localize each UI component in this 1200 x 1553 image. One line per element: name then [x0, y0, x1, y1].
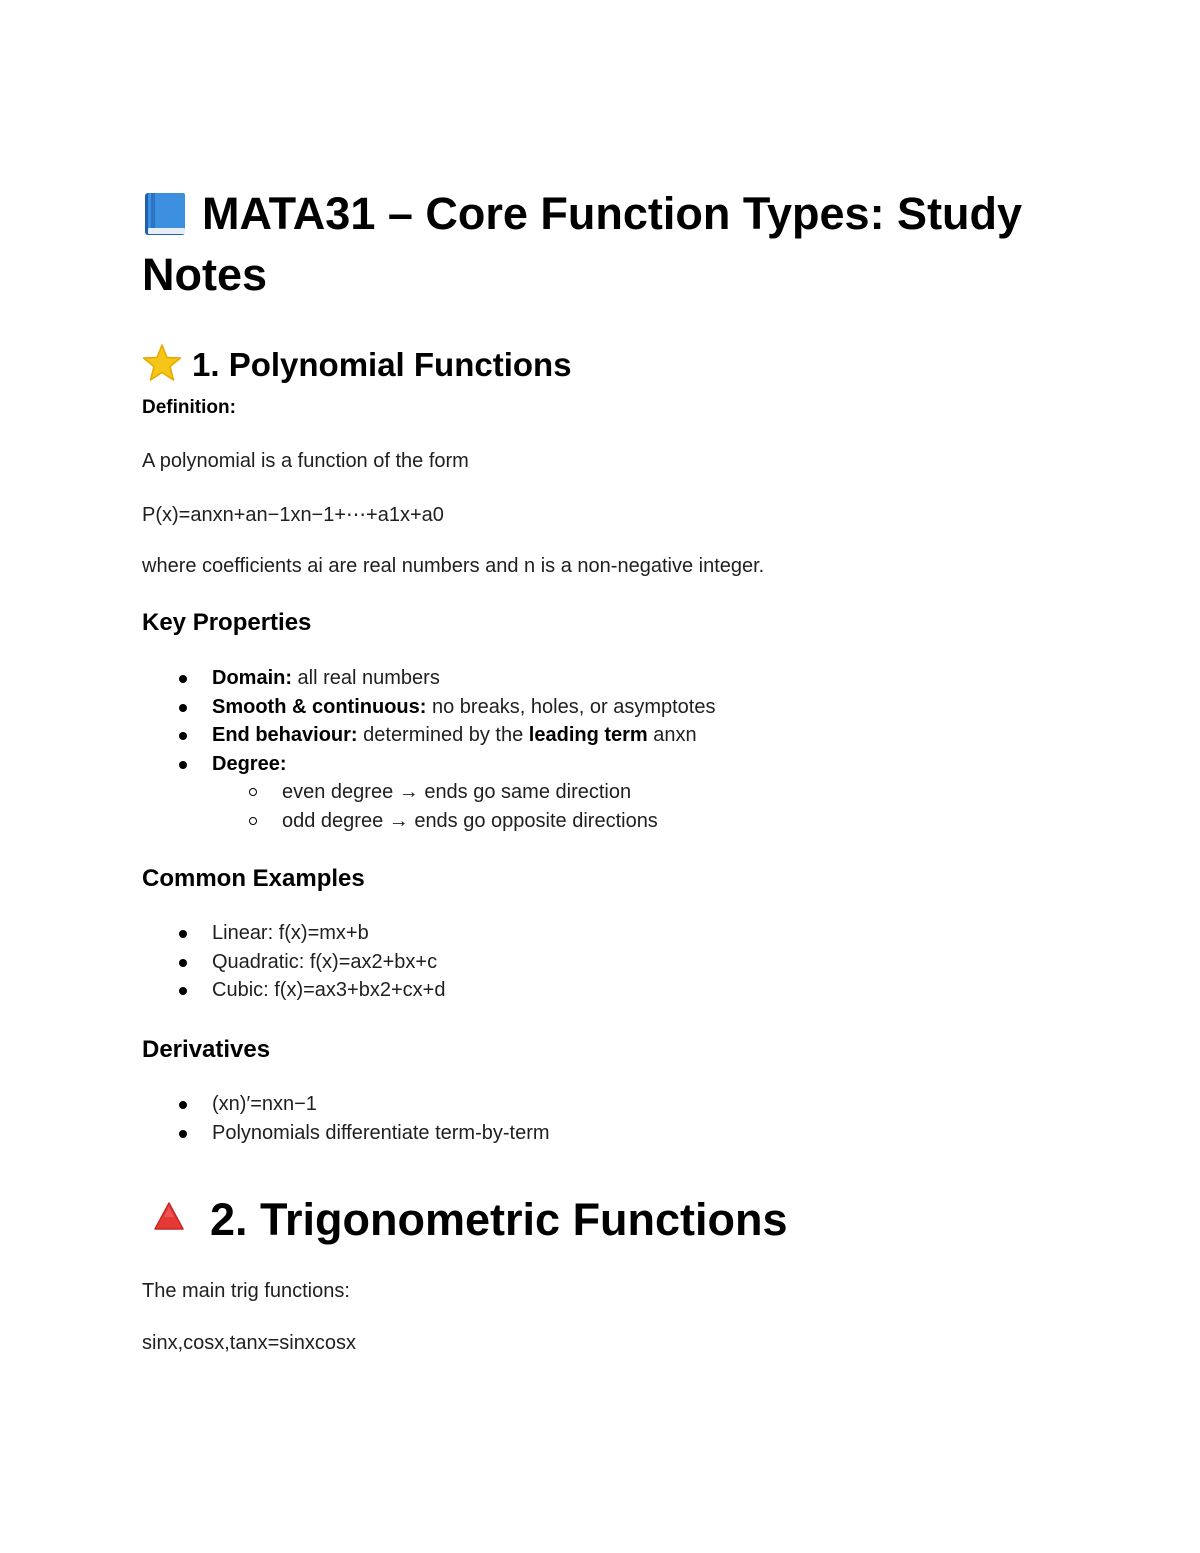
blue-book-icon	[142, 191, 188, 237]
document-title	[142, 183, 1082, 305]
red-triangle-icon	[152, 1199, 186, 1233]
section-2-heading-text: 2. Trigonometric Functions	[210, 1194, 788, 1245]
trig-formula: sinx,cosx,tanx=sinxcosx	[142, 1332, 356, 1354]
derivatives-list	[142, 1090, 550, 1147]
list-item: Polynomials differentiate term-by-term	[142, 1119, 550, 1148]
item-text: no breaks, holes, or asymptotes	[426, 695, 716, 718]
sub-list-item: even degree → ends go same direction	[142, 778, 658, 807]
common-examples-list	[142, 919, 445, 1005]
star-icon	[142, 343, 182, 383]
list-item	[142, 721, 715, 750]
item-text: all real numbers	[292, 667, 440, 689]
list-item: Cubic: f(x)=ax3+bx2+cx+d	[142, 976, 445, 1005]
item-label: Degree:	[212, 752, 287, 775]
definition-label: Definition:	[142, 397, 236, 418]
list-item: Linear: f(x)=mx+b	[142, 919, 445, 948]
item-text: determined by the	[357, 724, 529, 747]
section-1-heading	[142, 343, 572, 385]
list-item	[142, 750, 715, 779]
section-2-heading	[142, 1192, 788, 1248]
item-label: Smooth & continuous:	[212, 695, 427, 718]
trig-intro: The main trig functions:	[142, 1280, 350, 1302]
derivatives-heading: Derivatives	[142, 1036, 271, 1063]
item-text-2: anxn	[647, 724, 697, 747]
key-properties-list	[142, 664, 715, 778]
list-item	[142, 693, 715, 722]
key-properties-heading: Key Properties	[142, 609, 312, 636]
list-item: Quadratic: f(x)=ax2+bx+c	[142, 948, 445, 977]
polynomial-formula: P(x)=anxn+an−1xn−1+⋯+a1x+a0	[142, 504, 444, 526]
item-label: End behaviour:	[212, 724, 358, 747]
document-title-text: MATA31 – Core Function Types: Study Notes	[142, 188, 1023, 300]
section-1-heading-text: 1. Polynomial Functions	[192, 346, 572, 383]
coefficients-note: where coefficients ai are real numbers and n is a non-negative integer.	[142, 555, 765, 577]
item-label: Domain:	[212, 667, 292, 689]
common-examples-heading: Common Examples	[142, 865, 365, 892]
list-item: (xn)′=nxn−1	[142, 1090, 550, 1119]
sub-list-item: odd degree → ends go opposite directions	[142, 807, 658, 836]
item-bold-term: leading term	[528, 724, 648, 747]
definition-intro: A polynomial is a function of the form	[142, 450, 469, 472]
list-item	[142, 664, 715, 693]
degree-sublist	[142, 778, 658, 835]
